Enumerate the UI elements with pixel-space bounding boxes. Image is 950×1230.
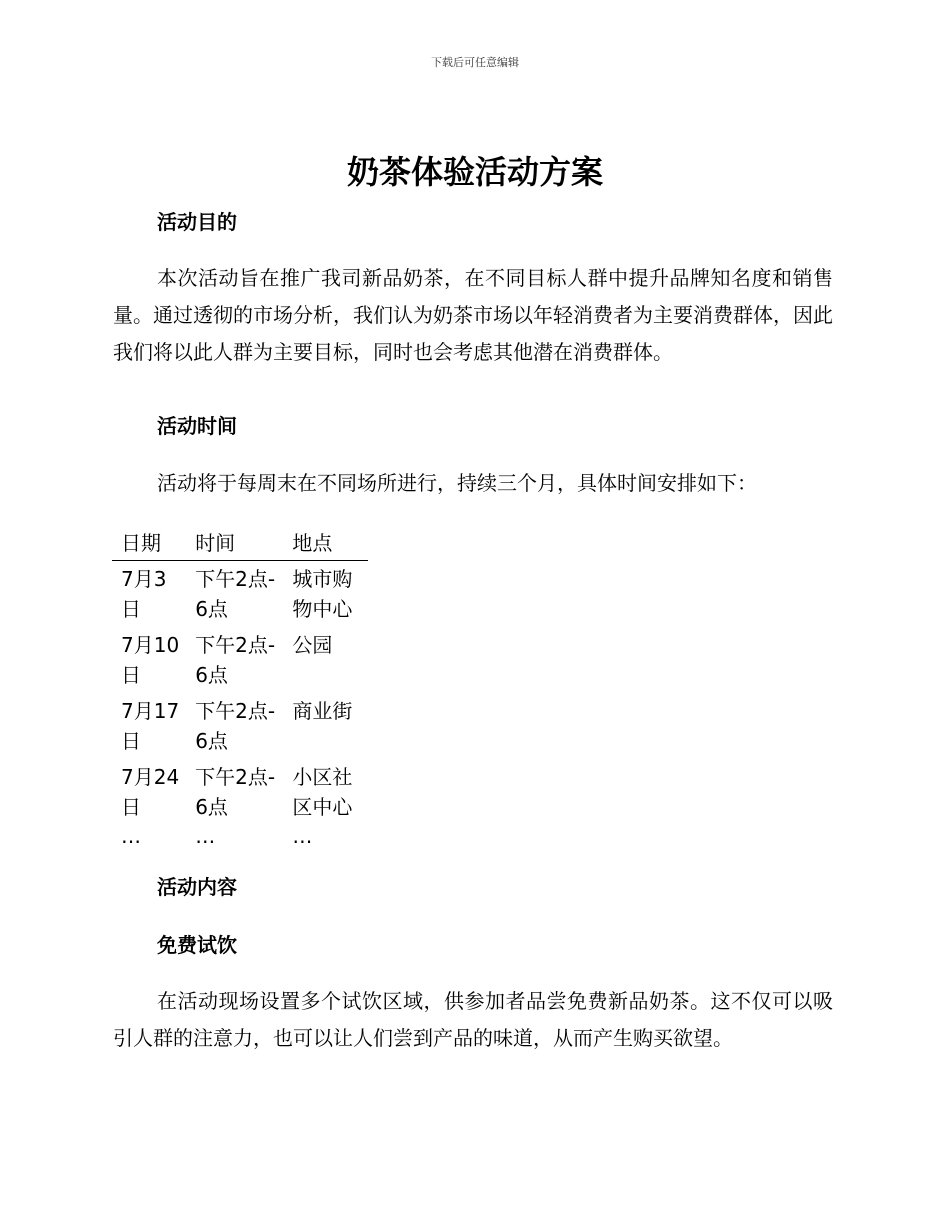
cell-place: 商业街 — [292, 699, 353, 723]
cell-date: 7月17日 — [121, 699, 180, 753]
cell-date: 7月3日 — [121, 567, 167, 621]
table-row — [112, 693, 368, 759]
paragraph-time: 活动将于每周末在不同场所进行，持续三个月，具体时间安排如下： — [157, 471, 757, 495]
table-row-ellipsis — [112, 825, 368, 850]
cell-time: 下午2点-6点 — [195, 765, 276, 819]
cell-date: 7月10日 — [121, 633, 180, 687]
cell-time: 下午2点-6点 — [195, 567, 276, 621]
table-row — [112, 759, 368, 825]
cell-date: … — [121, 824, 141, 848]
paragraph-free-tasting: 在活动现场设置多个试饮区域，供参加者品尝免费新品奶茶。这不仅可以吸引人群的注意力，也可以让人们尝到产品的味道，从而产生购买欲望。 — [113, 989, 833, 1050]
cell-time: … — [195, 824, 216, 848]
cell-time: 下午2点-6点 — [195, 699, 276, 753]
heading-content: 活动内容 — [157, 875, 237, 899]
schedule-header-row — [112, 528, 368, 561]
cell-place: 公园 — [292, 633, 333, 657]
table-row — [112, 627, 368, 693]
column-header-date: 日期 — [112, 528, 186, 561]
cell-place: 小区社区中心 — [292, 765, 353, 819]
heading-free-tasting: 免费试饮 — [157, 933, 237, 957]
table-row — [112, 561, 368, 628]
cell-date: 7月24日 — [121, 765, 180, 819]
cell-place: … — [292, 824, 313, 848]
cell-place: 城市购物中心 — [292, 567, 353, 621]
schedule-table — [112, 528, 368, 850]
column-header-time: 时间 — [186, 528, 283, 561]
cell-time: 下午2点-6点 — [195, 633, 276, 687]
heading-time: 活动时间 — [157, 414, 237, 438]
page-header-note: 下载后可任意编辑 — [431, 56, 519, 69]
document-title: 奶茶体验活动方案 — [346, 153, 603, 191]
paragraph-purpose: 本次活动旨在推广我司新品奶茶，在不同目标人群中提升品牌知名度和销售量。通过透彻的市场分析，我们认为奶茶市场以年轻消费者为主要消费群体，因此我们将以此人群为主要目标，同时也会考虑其他潜在消费群体。 — [113, 266, 833, 364]
heading-purpose: 活动目的 — [157, 210, 237, 234]
column-header-place: 地点 — [283, 528, 368, 561]
